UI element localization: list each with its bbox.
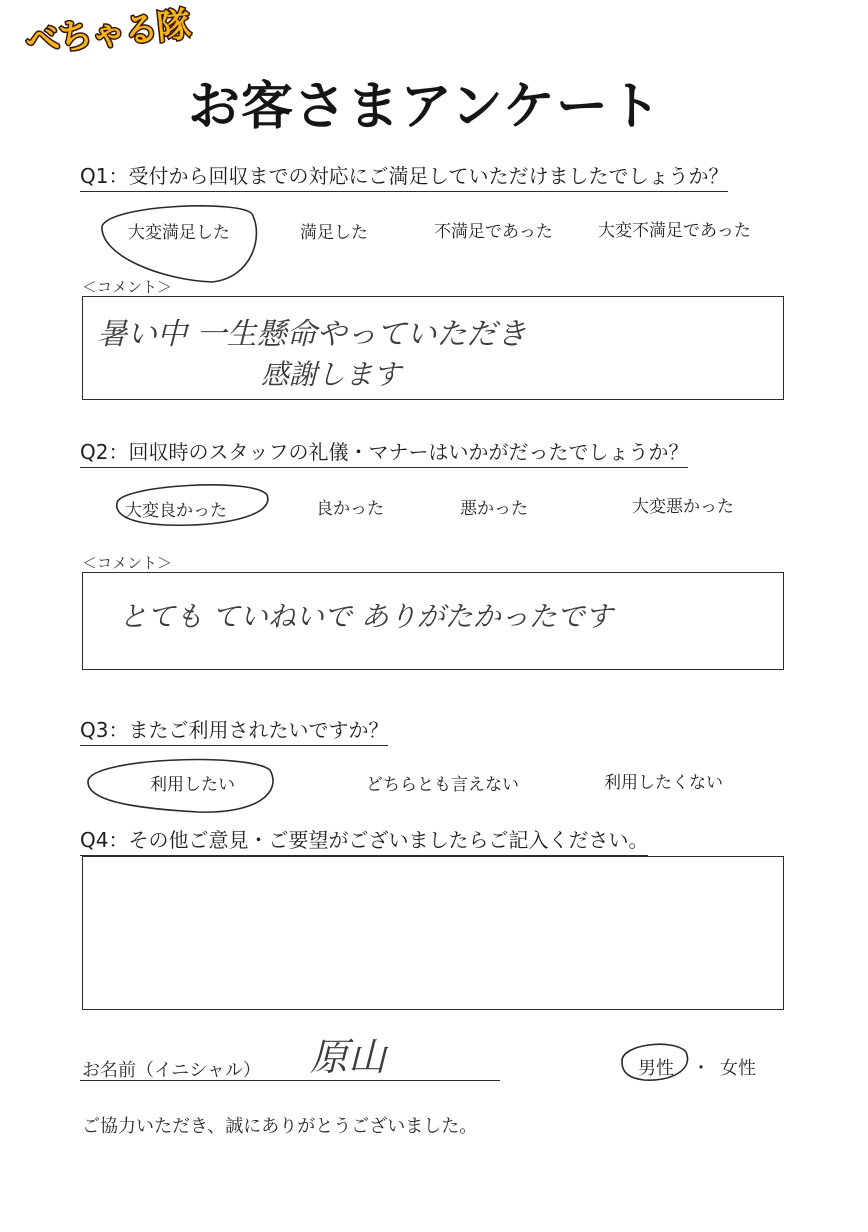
q3-question: Q3：またご利用されたいですか？: [80, 714, 388, 746]
q4-question: Q4：その他ご意見・ご要望がございましたらご記入ください。: [80, 824, 648, 856]
gender-option-female[interactable]: 女性: [720, 1058, 756, 1079]
page-title: お客さまアンケート: [188, 77, 662, 137]
q2-option-good[interactable]: 良かった: [316, 499, 384, 519]
q2-option-bad[interactable]: 悪かった: [460, 499, 528, 519]
name-value: 原山: [310, 1035, 387, 1079]
q2-comment-line-1: とても ていねいで ありがたかったです: [119, 600, 613, 633]
q1-comment-line-1: 暑い中 一生懸命やっていただき: [97, 317, 527, 352]
gender-separator: ・: [692, 1058, 710, 1079]
q2-option-very-good[interactable]: 大変良かった: [125, 501, 227, 521]
q3-option-yes[interactable]: 利用したい: [150, 775, 235, 795]
gender-option-male[interactable]: 男性: [638, 1058, 674, 1079]
q1-comment-label: ＜コメント＞: [82, 278, 173, 296]
q1-question: Q1：受付から回収までの対応にご満足していただけましたでしょうか？: [80, 160, 728, 192]
q3-option-undecided[interactable]: どちらとも言えない: [366, 775, 519, 795]
brand-logo: べちゃる隊: [23, 4, 192, 63]
q1-option-dissatisfied[interactable]: 不満足であった: [434, 222, 553, 242]
q1-option-satisfied[interactable]: 満足した: [300, 223, 368, 243]
q4-comment-box[interactable]: [82, 856, 784, 1010]
q2-question: Q2：回収時のスタッフの礼儀・マナーはいかがだったでしょうか？: [80, 436, 688, 468]
q3-option-no[interactable]: 利用したくない: [604, 773, 723, 793]
q1-option-very-satisfied[interactable]: 大変満足した: [128, 223, 230, 243]
q2-option-very-bad[interactable]: 大変悪かった: [632, 497, 734, 517]
q2-comment-label: ＜コメント＞: [82, 554, 173, 572]
thank-you-message: ご協力いただき、誠にありがとうございました。: [82, 1116, 478, 1137]
q1-option-very-dissatisfied[interactable]: 大変不満足であった: [598, 221, 751, 241]
name-field[interactable]: [80, 1035, 500, 1081]
q1-comment-line-2: 感謝します: [261, 358, 402, 391]
name-label: お名前（イニシャル）: [82, 1060, 261, 1081]
q2-comment-box[interactable]: [82, 572, 784, 670]
q1-comment-box[interactable]: [82, 296, 784, 400]
